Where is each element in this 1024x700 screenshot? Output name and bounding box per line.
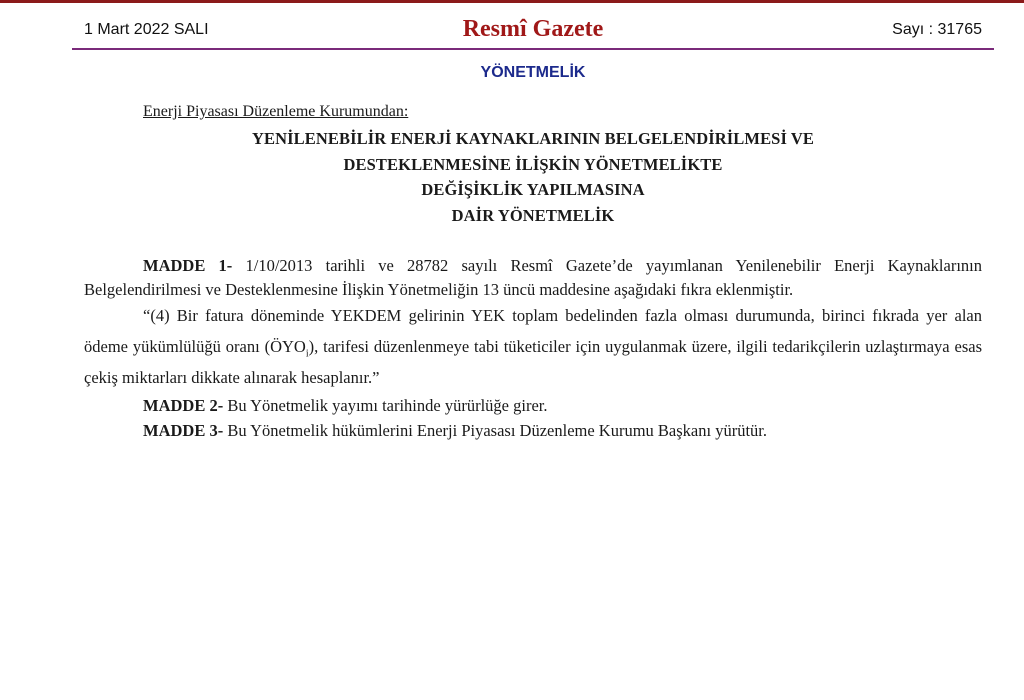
section-title: YÖNETMELİK [480,64,586,81]
regulation-title-line: DESTEKLENMESİNE İLİŞKİN YÖNETMELİKTE [343,154,723,174]
article-1 [84,254,982,302]
added-paragraph-quote [84,300,982,393]
issuing-institution: Enerji Piyasası Düzenleme Kurumundan: [143,103,409,120]
regulation-title-line: YENİLENEBİLİR ENERJİ KAYNAKLARININ BELGELENDİRİLMESİ VE [251,129,815,148]
quote-text-start: “(4) Bir fatura döneminde YEKDEM gelirinin YEK toplam bedelinden fazla olması durumunda, birinci fıkrada yer alan ödeme yükümlülüğü oranı (ÖYO [84,306,982,356]
article-2 [84,393,982,418]
regulation-body [84,254,982,443]
article-1-text: 1/10/2013 tarihli ve 28782 sayılı Resmî Gazete’de yayımlanan Yenilenebilir Enerji Kaynaklarının Belgelendirilmesi ve Desteklenmesine İlişkin Yönetmeliğin 13 üncü maddesine aşağıdaki fıkra eklenmiştir. [84,256,983,299]
regulation-title-line: DAİR YÖNETMELİK [451,205,615,225]
gazette-title: Resmî Gazete [462,16,604,42]
quote-subscript: i [305,348,309,360]
article-2-text: Bu Yönetmelik yayımı tarihinde yürürlüğe girer. [223,396,548,415]
gazette-header [72,14,994,50]
article-3-text: Bu Yönetmelik hükümlerini Enerji Piyasası Düzenleme Kurumu Başkanı yürütür. [223,421,767,440]
quote-text-end: ), tarifesi düzenlenmeye tabi tüketiciler için uygulanmak üzere, ilgili tedarikçilerin uzlaştırmaya esas çekiş miktarları dikkate alınarak hesaplanır.” [84,337,982,387]
article-3-label: MADDE 3- [143,421,224,440]
issue-date: 1 Mart 2022 SALI [84,21,209,38]
top-rule [0,0,1024,3]
issue-number: Sayı : 31765 [892,21,982,38]
regulation-title [84,126,982,228]
article-3 [84,418,982,443]
article-2-label: MADDE 2- [143,396,224,415]
regulation-title-line: DEĞİŞİKLİK YAPILMASINA [421,180,645,199]
article-1-label: MADDE 1- [143,256,233,275]
